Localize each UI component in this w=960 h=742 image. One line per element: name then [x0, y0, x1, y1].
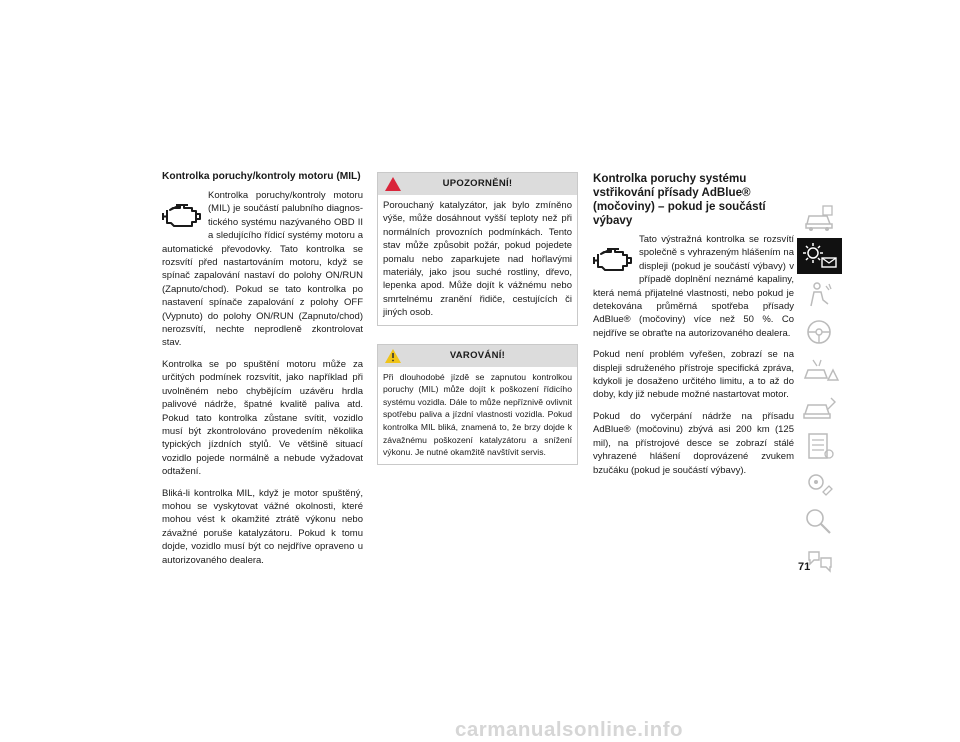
adblue-para-1: Tato výstražná kontrolka se rozsvítí společně s vyhrazeným hlášením na displeji (pokud je součástí výbavy) v případě doplnění neznámé kapaliny, která nemá přijatelné vlastnosti, nebo pokud je detekována průměrná spotřeba přísady AdBlue® (močoviny) více než 50 %. Co nejdříve se obraťte na autorizovaného dealera. — [593, 234, 794, 339]
warning-box — [377, 344, 578, 465]
adblue-heading: Kontrolka poruchy systému vstřikování přísady AdBlue® (močoviny) – pokud je součástí výbavy — [593, 172, 766, 227]
warning-title: VAROVÁNÍ! — [449, 349, 506, 361]
notice-column — [377, 172, 578, 483]
adblue-section — [593, 172, 794, 485]
engine-check-icon — [162, 197, 204, 231]
steering-wheel-icon — [797, 314, 842, 350]
tab-index[interactable] — [797, 504, 842, 540]
mil-para-2: Kontrolka se po spuštění motoru může za určitých podmínek rozsvítit, jako například při uvolněném nebo chybějícím uzávěru hrdla palivové nádrže, špatné kvalitě paliva atd. Pokud tato kontrolka zůstane svítit, vozidlo musí být zkontrolováno provedením několika typických jízdních stylů. Ve většině situací vozidlo pojede normálně a nebude vyžadovat odtažení. — [162, 358, 363, 478]
chapter-tabs — [797, 200, 842, 580]
tab-safety[interactable] — [797, 276, 842, 312]
specifications-list-icon — [797, 428, 842, 464]
mil-section — [162, 170, 363, 575]
dashboard-lights-icon — [797, 238, 842, 274]
tab-service[interactable] — [797, 390, 842, 426]
adblue-para-2: Pokud není problém vyřešen, zobrazí se na displeji sdruženého přístroje specifická zpráva, kdykoli je dosaženo určitého limitu, a to až do doby, kdy již nebude možné nastartovat motor. — [593, 349, 794, 401]
engine-check-icon — [593, 241, 635, 275]
caution-title: UPOZORNĚNÍ! — [442, 178, 513, 189]
warning-text: Při dlouhodobé jízdě se zapnutou kontrolkou poruchy (MIL) může dojít k poškození řídicího systému vozidla. Dále to může nepříznivě ovlivnit spotřebu paliva a jízdní vlastnosti vozidla. Pokud kontrolka MIL bliká, znamená to, že brzy dojde k závažnému poškození katalyzátoru a snížení výkonu. Je nutné okamžitě navštívit servis. — [383, 371, 572, 458]
mil-para-1: Kontrolka poruchy/kontroly motoru (MIL) je součástí palubního diagnostického systému nazývaného OBD II a sledujícího řídicí systémy motoru a automatické převodovky. Tato kontrolka se rozsvítí před nastartováním motoru, když se spínač zapalování nastaví do polohy ON/RUN (Zapnuto/chod). Pokud se tato kontrolka po nastavení spínače zapalování z polohy OFF (Vypnuto) do polohy ON/RUN (Zapnuto/chod) nerozsvítí, nechte neprodleně zkontrolovat stav. — [162, 190, 363, 349]
safety-airbag-icon — [797, 276, 842, 312]
watermark: carmanualsonline.info — [455, 718, 684, 741]
tab-specifications[interactable] — [797, 428, 842, 464]
caution-text: Porouchaný katalyzátor, jak bylo zmíněno výše, může dosáhnout vyšší teploty než při normálních provozních podmínkách. Tento stav může způsobit požár, pokud pojedete pomalu nebo zaparkujete nad hořlavými materiály, jako jsou suché rostliny, dřevo, lepenka apod. Může dojít k vážnému nebo smrtelnému zranění řidiče, cestujících či jiných osob. — [383, 200, 572, 319]
mil-para-3: Bliká-li kontrolka MIL, když je motor spuštěný, mohou se vyskytovat vážné okolnosti, které mohou vést k okamžité ztrátě výkonu nebo závažné poruše katalyzátoru. Pokud k tomu dojde, vozidlo musí být co nejdříve opraveno u autorizovaného dealera. — [162, 487, 363, 566]
caution-box — [377, 172, 578, 326]
tab-dashboard-lights[interactable] — [797, 238, 842, 274]
adblue-para-3: Pokud do vyčerpání nádrže na přísadu AdBlue® (močovinu) zbývá asi 200 km (125 mil), na přístrojové desce se zobrazí stálé vyhrazené hlášení doprovázené zvukem bzučáku (pokud je součástí výbavy). — [593, 410, 794, 476]
multimedia-icon — [797, 466, 842, 502]
page-number: 71 — [798, 561, 811, 573]
car-service-icon — [797, 390, 842, 426]
mil-heading: Kontrolka poruchy/kontroly motoru (MIL) — [162, 171, 361, 182]
caution-box-header — [378, 173, 577, 195]
tab-multimedia[interactable] — [797, 466, 842, 502]
index-search-icon — [797, 504, 842, 540]
tab-driving[interactable] — [797, 314, 842, 350]
warning-box-header — [378, 345, 577, 367]
car-info-icon — [797, 200, 842, 236]
tab-car-info[interactable] — [797, 200, 842, 236]
roadside-emergency-icon — [797, 352, 842, 388]
tab-emergency[interactable] — [797, 352, 842, 388]
